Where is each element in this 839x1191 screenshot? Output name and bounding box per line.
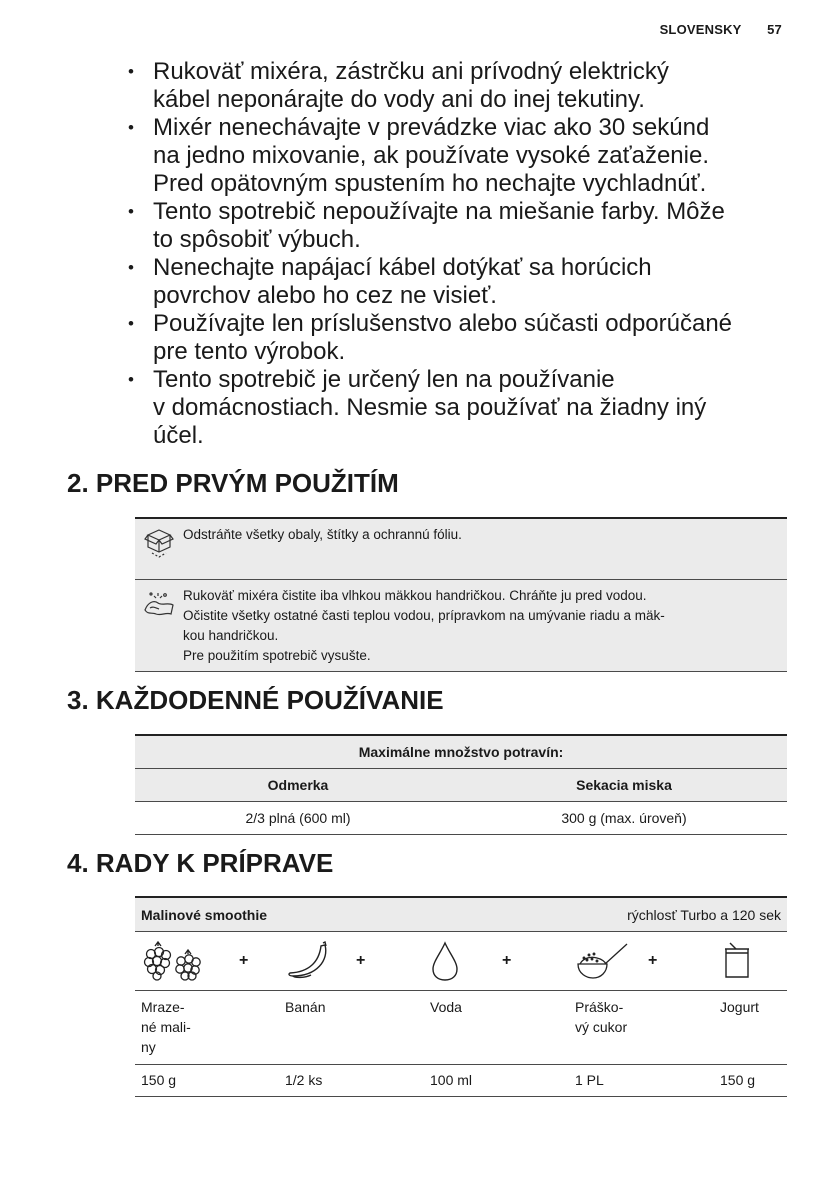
- ingredient-name: Mraze- né mali- ny: [141, 999, 191, 1055]
- recipe-setting: rýchlosť Turbo a 120 sek: [627, 906, 781, 923]
- info-text-line: Rukoväť mixéra čistite iba vlhkou mäkkou handričkou. Chráňte ju pred vodou.: [183, 588, 647, 603]
- plus-sign: +: [239, 952, 249, 969]
- bullet-item: • Používajte len príslušenstvo alebo súčasti odporúčané pre tento výrobok.: [125, 310, 795, 366]
- column-header: Sekacia miska: [576, 777, 672, 793]
- water-drop-icon: [430, 940, 460, 985]
- table-row: [135, 802, 787, 835]
- raspberries-icon: [141, 940, 207, 985]
- table-title-row: [135, 736, 787, 769]
- ingredient-amount: 1 PL: [575, 1072, 604, 1088]
- recipe-name: Malinové smoothie: [141, 906, 268, 923]
- bullet-item: • Mixér nenechávajte v prevádzke viac ako 30 sekúnd na jedno mixovanie, ak používate vysoké zaťaženie. Pred opätovným spustením ho nechajte vychladnúť.: [125, 114, 795, 198]
- wipe-cloth-icon: [135, 580, 183, 671]
- ingredient-amount: 150 g: [141, 1072, 177, 1088]
- table-title: Maximálne množstvo potravín:: [358, 744, 564, 760]
- info-text-line: Očistite všetky ostatné časti teplou vodou, prípravkom na umývanie riadu a mäk-: [183, 608, 665, 623]
- info-row-unpack: [135, 519, 787, 580]
- header-language: SLOVENSKY: [659, 22, 742, 37]
- ingredient-name: Voda: [430, 999, 462, 1015]
- table-cell: 300 g (max. úroveň): [561, 810, 687, 826]
- bullet-item: • Nenechajte napájací kábel dotýkať sa horúcich povrchov alebo ho cez ne visieť.: [125, 254, 795, 310]
- info-text-line: kou handričkou.: [183, 628, 279, 643]
- ingredient-name: Práško- vý cukor: [575, 999, 628, 1035]
- sugar-spoon-icon: [575, 940, 631, 985]
- first-use-info-table: [135, 517, 787, 672]
- max-quantity-table: [135, 734, 787, 835]
- plus-sign: +: [356, 952, 366, 969]
- bullet-item: • Tento spotrebič je určený len na používanie v domácnostiach. Nesmie sa používať na žiadny iný účel.: [125, 366, 795, 450]
- section-4-title: 4. RADY K PRÍPRAVE: [67, 848, 334, 878]
- recipe-title-row: [135, 898, 787, 932]
- ingredient-amount-row: [135, 1065, 787, 1097]
- info-text-line: Odstráňte všetky obaly, štítky a ochrannú fóliu.: [183, 527, 462, 542]
- yogurt-cup-icon: [720, 940, 754, 985]
- section-3-title: 3. KAŽDODENNÉ POUŽÍVANIE: [67, 685, 444, 715]
- section-2-title: 2. PRED PRVÝM POUŽITÍM: [67, 468, 399, 498]
- ingredient-icon-row: [135, 932, 787, 991]
- table-cell: 2/3 plná (600 ml): [245, 810, 351, 826]
- ingredient-amount: 150 g: [720, 1072, 756, 1088]
- info-row-cleaning: [135, 580, 787, 672]
- column-header: Odmerka: [267, 777, 329, 793]
- bullet-item: • Tento spotrebič nepoužívajte na miešanie farby. Môže to spôsobiť výbuch.: [125, 198, 795, 254]
- ingredient-name: Banán: [285, 999, 326, 1015]
- page-header: [660, 22, 782, 37]
- table-header-row: [135, 769, 787, 802]
- ingredient-amount: 1/2 ks: [285, 1072, 323, 1088]
- ingredient-name: Jogurt: [720, 999, 759, 1015]
- ingredient-amount: 100 ml: [430, 1072, 473, 1088]
- banana-icon: [285, 940, 333, 985]
- ingredient-name-row: [135, 991, 787, 1065]
- safety-bullet-list: [125, 58, 795, 450]
- page-number: 57: [767, 22, 782, 37]
- unpack-box-icon: [135, 519, 183, 579]
- plus-sign: +: [502, 952, 512, 969]
- recipe-table: [135, 896, 787, 1097]
- plus-sign: +: [648, 952, 658, 969]
- info-text-line: Pre použitím spotrebič vysušte.: [183, 648, 371, 663]
- bullet-item: • Rukoväť mixéra, zástrčku ani prívodný elektrický kábel neponárajte do vody ani do inej tekutiny.: [125, 58, 795, 114]
